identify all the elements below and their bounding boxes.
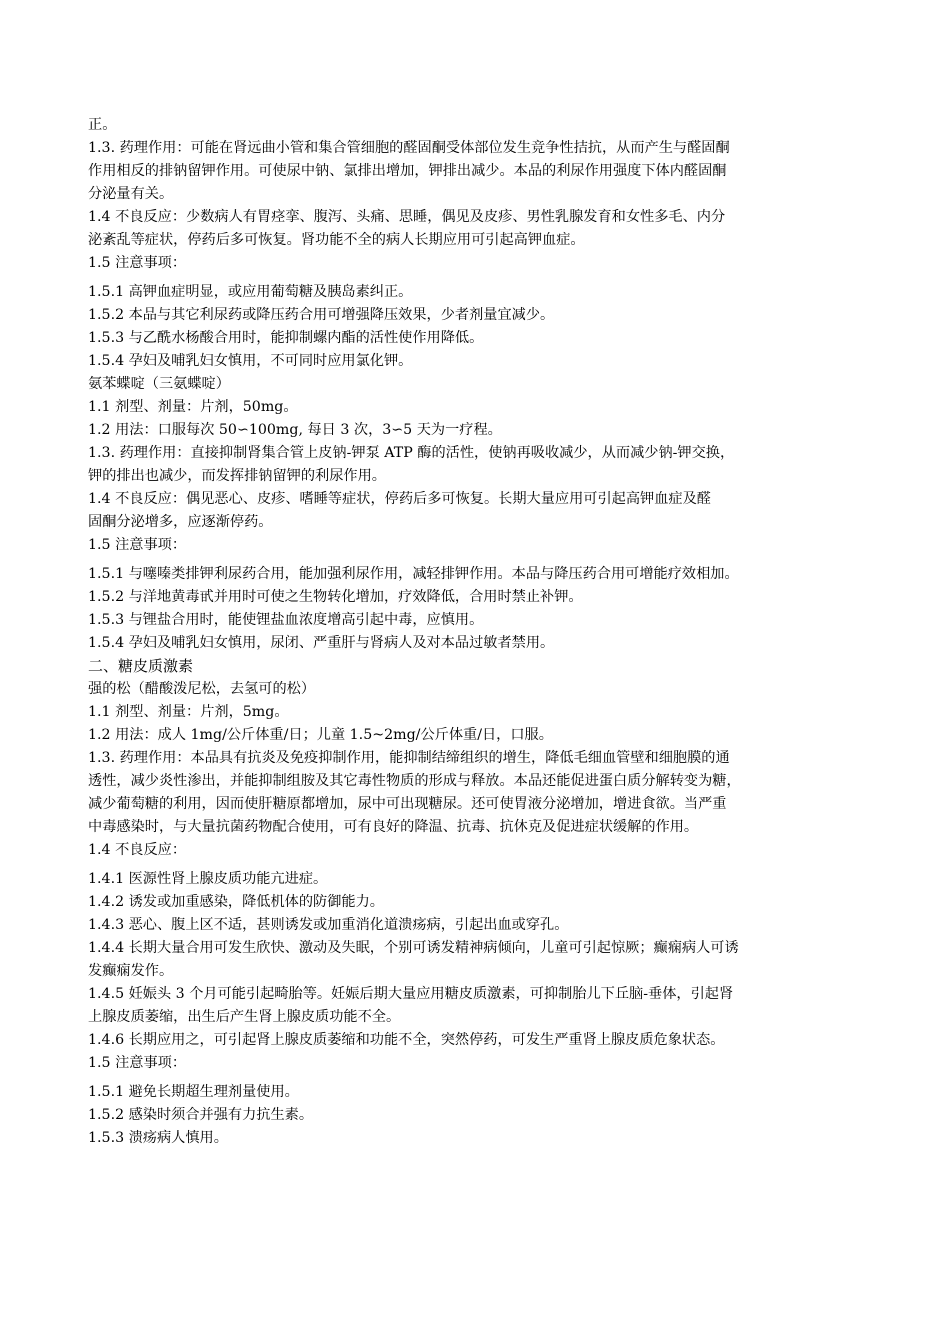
section-heading: 1.4 不良反应：: [88, 842, 187, 858]
text-line: 固酮分泌增多，应逐渐停药。: [88, 514, 273, 530]
text-line: 1.5.3 与乙酰水杨酸合用时，能抑制螺内酯的活性使作用降低。: [88, 330, 484, 346]
text-line: 正。: [88, 117, 117, 133]
text-line: 1.2 用法：成人 1mg/公斤体重/日；儿童 1.5~2mg/公斤体重/日，口服。: [88, 727, 553, 743]
text-line: 作用相反的排钠留钾作用。可使尿中钠、氯排出增加，钾排出减少。本品的利尿作用强度下体内醛固酮: [88, 163, 727, 179]
text-line: 1.4 不良反应：少数病人有胃痉挛、腹泻、头痛、思睡，偶见及皮疹、男性乳腺发育和女性多毛、内分: [88, 209, 726, 225]
text-line: 1.4.6 长期应用之，可引起肾上腺皮质萎缩和功能不全，突然停药，可发生严重肾上腺皮质危象状态。: [88, 1032, 725, 1048]
text-line: 1.4.5 妊娠头 3 个月可能引起畸胎等。妊娠后期大量应用糖皮质激素，可抑制胎儿下丘脑-垂体，引起肾: [88, 986, 734, 1002]
text-line: 1.5.3 溃疡病人慎用。: [88, 1130, 228, 1146]
text-line: 钾的排出也减少，而发挥排钠留钾的利尿作用。: [88, 468, 386, 484]
section-heading: 1.5 注意事项：: [88, 1055, 187, 1071]
text-line: 发癫痫发作。: [88, 963, 174, 979]
text-line: 1.4 不良反应：偶见恶心、皮疹、嗜睡等症状，停药后多可恢复。长期大量应用可引起高钾血症及醛: [88, 491, 711, 507]
text-line: 1.4.3 恶心、腹上区不适，甚则诱发或加重消化道溃疡病，引起出血或穿孔。: [88, 917, 569, 933]
text-line: 1.5.2 与洋地黄毒甙并用时可使之生物转化增加，疗效降低，合用时禁止补钾。: [88, 589, 583, 605]
text-line: 1.5.1 避免长期超生理剂量使用。: [88, 1084, 299, 1100]
text-line: 1.2 用法：口服每次 50∽100mg, 每日 3 次，3∽5 天为一疗程。: [88, 422, 502, 438]
text-line: 1.3. 药理作用：本品具有抗炎及免疫抑制作用，能抑制结缔组织的增生，降低毛细血管壁和细胞膜的通: [88, 750, 730, 766]
text-line: 减少葡萄糖的利用，因而使肝糖原都增加，尿中可出现糖尿。还可使胃液分泌增加，增进食欲。当严重: [88, 796, 727, 812]
text-line: 1.4.4 长期大量合用可发生欣快、激动及失眠，个别可诱发精神病倾向，儿童可引起惊厥；癫痫病人可诱: [88, 940, 739, 956]
text-line: 上腺皮质萎缩，出生后产生肾上腺皮质功能不全。: [88, 1009, 401, 1025]
drug-heading: 强的松（醋酸泼尼松，去氢可的松）: [88, 681, 316, 697]
text-line: 1.5.2 感染时须合并强有力抗生素。: [88, 1107, 314, 1123]
text-line: 1.4.2 诱发或加重感染，降低机体的防御能力。: [88, 894, 384, 910]
text-line: 1.5.3 与锂盐合用时，能使锂盐血浓度增高引起中毒，应慎用。: [88, 612, 484, 628]
text-line: 泌紊乱等症状，停药后多可恢复。肾功能不全的病人长期应用可引起高钾血症。: [88, 232, 585, 248]
text-line: 1.5.4 孕妇及哺乳妇女慎用，尿闭、严重肝与肾病人及对本品过敏者禁用。: [88, 635, 555, 651]
text-line: 分泌量有关。: [88, 186, 174, 202]
text-line: 透性，减少炎性渗出，并能抑制组胺及其它毒性物质的形成与释放。本品还能促进蛋白质分解转变为糖，: [88, 773, 741, 789]
document-body: [88, 114, 866, 1150]
text-line: 1.1 剂型、剂量：片剂，50mg。: [88, 399, 298, 415]
text-line: 1.3. 药理作用：可能在肾远曲小管和集合管细胞的醛固酮受体部位发生竞争性拮抗，从而产生与醛固酮: [88, 140, 730, 156]
text-line: 1.3. 药理作用：直接抑制肾集合管上皮钠-钾泵 ATP 酶的活性，使钠再吸收减少，从而减少钠-钾交换，: [88, 445, 735, 461]
section-heading: 1.5 注意事项：: [88, 537, 187, 553]
text-line: 1.5.1 高钾血症明显，或应用葡萄糖及胰岛素纠正。: [88, 284, 413, 300]
section-heading: 1.5 注意事项：: [88, 255, 187, 271]
text-line: 1.1 剂型、剂量：片剂，5mg。: [88, 704, 289, 720]
drug-heading: 氨苯蝶啶（三氨蝶啶）: [88, 376, 230, 392]
text-line: 1.5.2 本品与其它利尿药或降压药合用可增强降压效果，少者剂量宜减少。: [88, 307, 555, 323]
text-line: 1.5.1 与噻嗪类排钾利尿药合用，能加强利尿作用，减轻排钾作用。本品与降压药合用可增能疗效相加。: [88, 566, 739, 582]
text-line: 中毒感染时，与大量抗菌药物配合使用，可有良好的降温、抗毒、抗休克及促进症状缓解的作用。: [88, 819, 699, 835]
chapter-heading: 二、糖皮质激素: [88, 657, 194, 675]
text-line: 1.4.1 医源性肾上腺皮质功能亢进症。: [88, 871, 328, 887]
text-line: 1.5.4 孕妇及哺乳妇女慎用，不可同时应用氯化钾。: [88, 353, 413, 369]
